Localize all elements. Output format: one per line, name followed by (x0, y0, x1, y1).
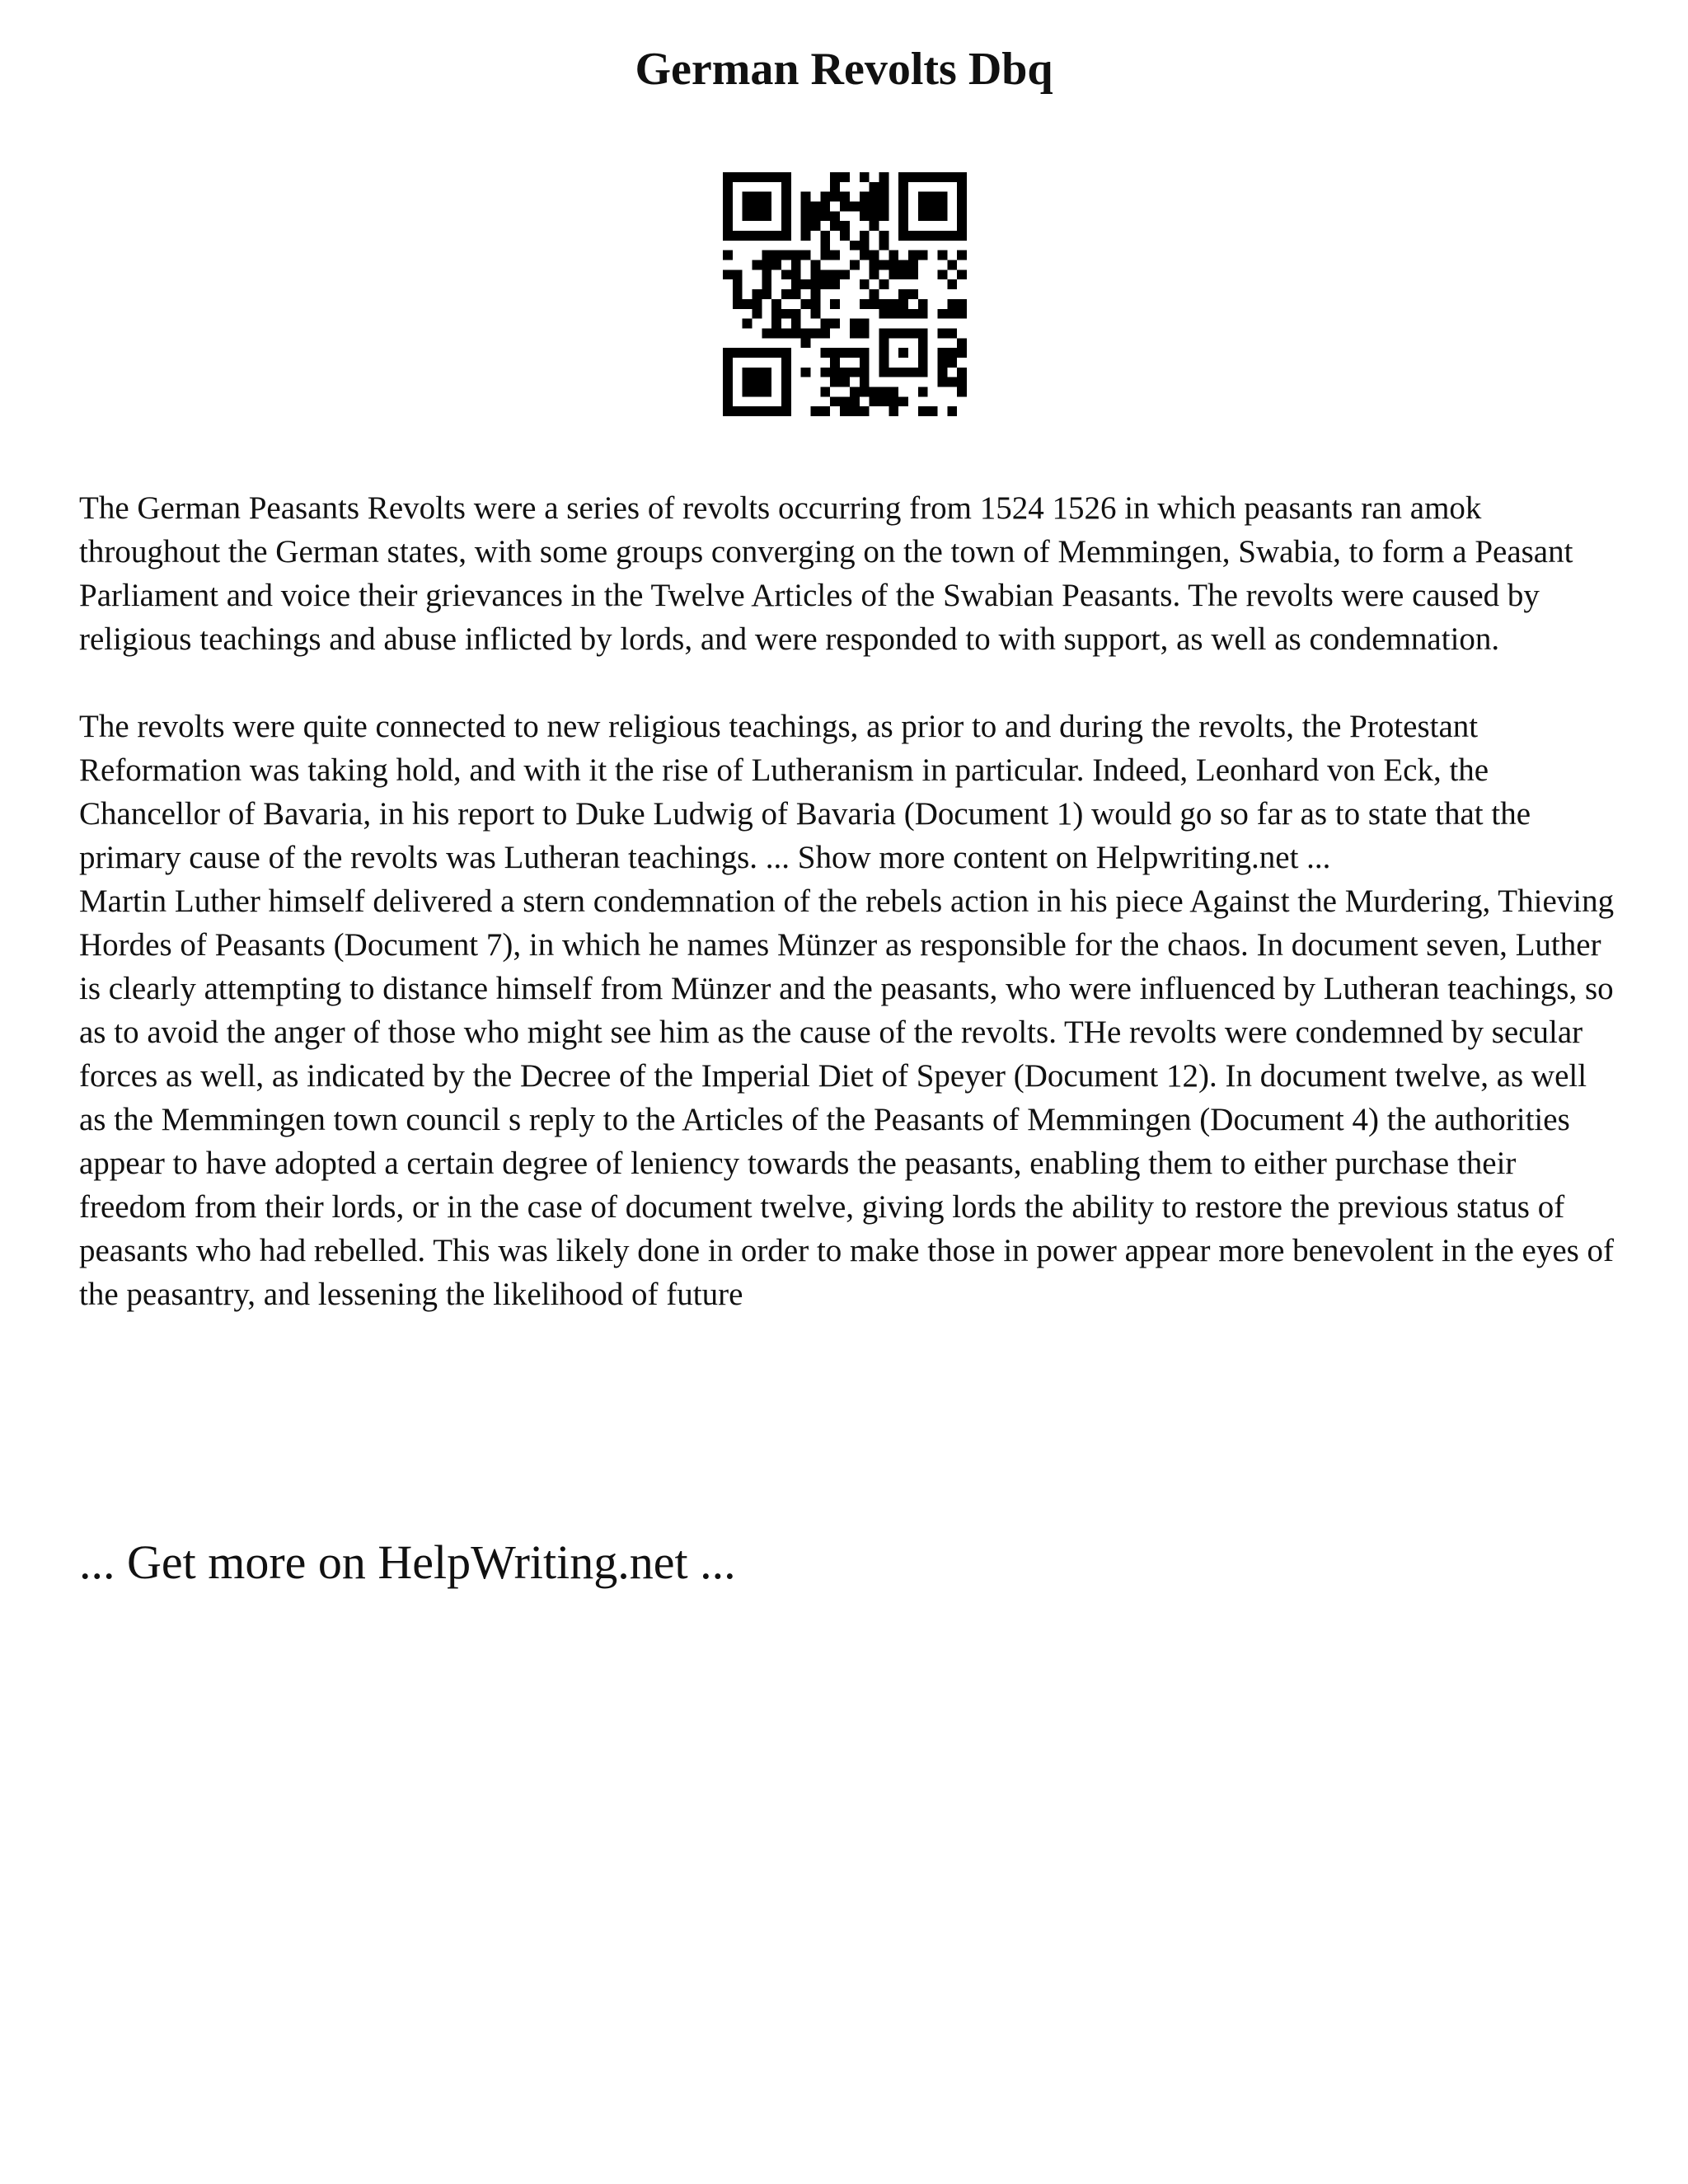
paragraph-3: Martin Luther himself delivered a stern condemnation of the rebels action in his piece Against the Murdering, Thieving Hordes of Peasants (Document 7), in which he names Münzer as responsible for the chaos. In document seven, Luther is clearly attempting to distance himself from Münzer and the peasants, who were influenced by Lutheran teachings, so as to avoid the anger of those who might see him as the cause of the revolts. THe revolts were condemned by secular forces as well, as indicated by the Decree of the Imperial Diet of Speyer (Document 12). In document twelve, as well as the Memmingen town council s reply to the Articles of the Peasants of Memmingen (Document 4) the authorities appear to have adopted a certain degree of leniency towards the peasants, enabling them to either purchase their freedom from their lords, or in the case of document twelve, giving lords the ability to restore the previous status of peasants who had rebelled. This was likely done in order to make those in power appear more benevolent in the eyes of the peasantry, and lessening the likelihood of future (79, 883, 1615, 1312)
paragraph-1: The German Peasants Revolts were a series of revolts occurring from 1524 1526 in which peasants ran amok throughout the German states, with some groups converging on the town of Memmingen, Swabia, to form a Peasant Parliament and voice their grievances in the Twelve Articles of the Swabian Peasants. The revolts were caused by religious teachings and abuse inflicted by lords, and were responded to with support, as well as condemnation. (79, 490, 1573, 657)
get-more-link[interactable]: ... Get more on HelpWriting.net ... (79, 1535, 736, 1589)
article-body (79, 486, 1620, 1316)
qr-code-icon (723, 172, 967, 416)
paragraph-2: The revolts were quite connected to new religious teachings, as prior to and during the revolts, the Protestant Reformation was taking hold, and with it the rise of Lutheranism in particular. Indeed, Leonhard von Eck, the Chancellor of Bavaria, in his report to Duke Ludwig of Bavaria (Document 1) would go so far as to state that the primary cause of the revolts was Lutheran teachings. ... Show more content on Helpwriting.net ... (79, 709, 1531, 875)
document-title: German Revolts Dbq (635, 44, 1053, 95)
